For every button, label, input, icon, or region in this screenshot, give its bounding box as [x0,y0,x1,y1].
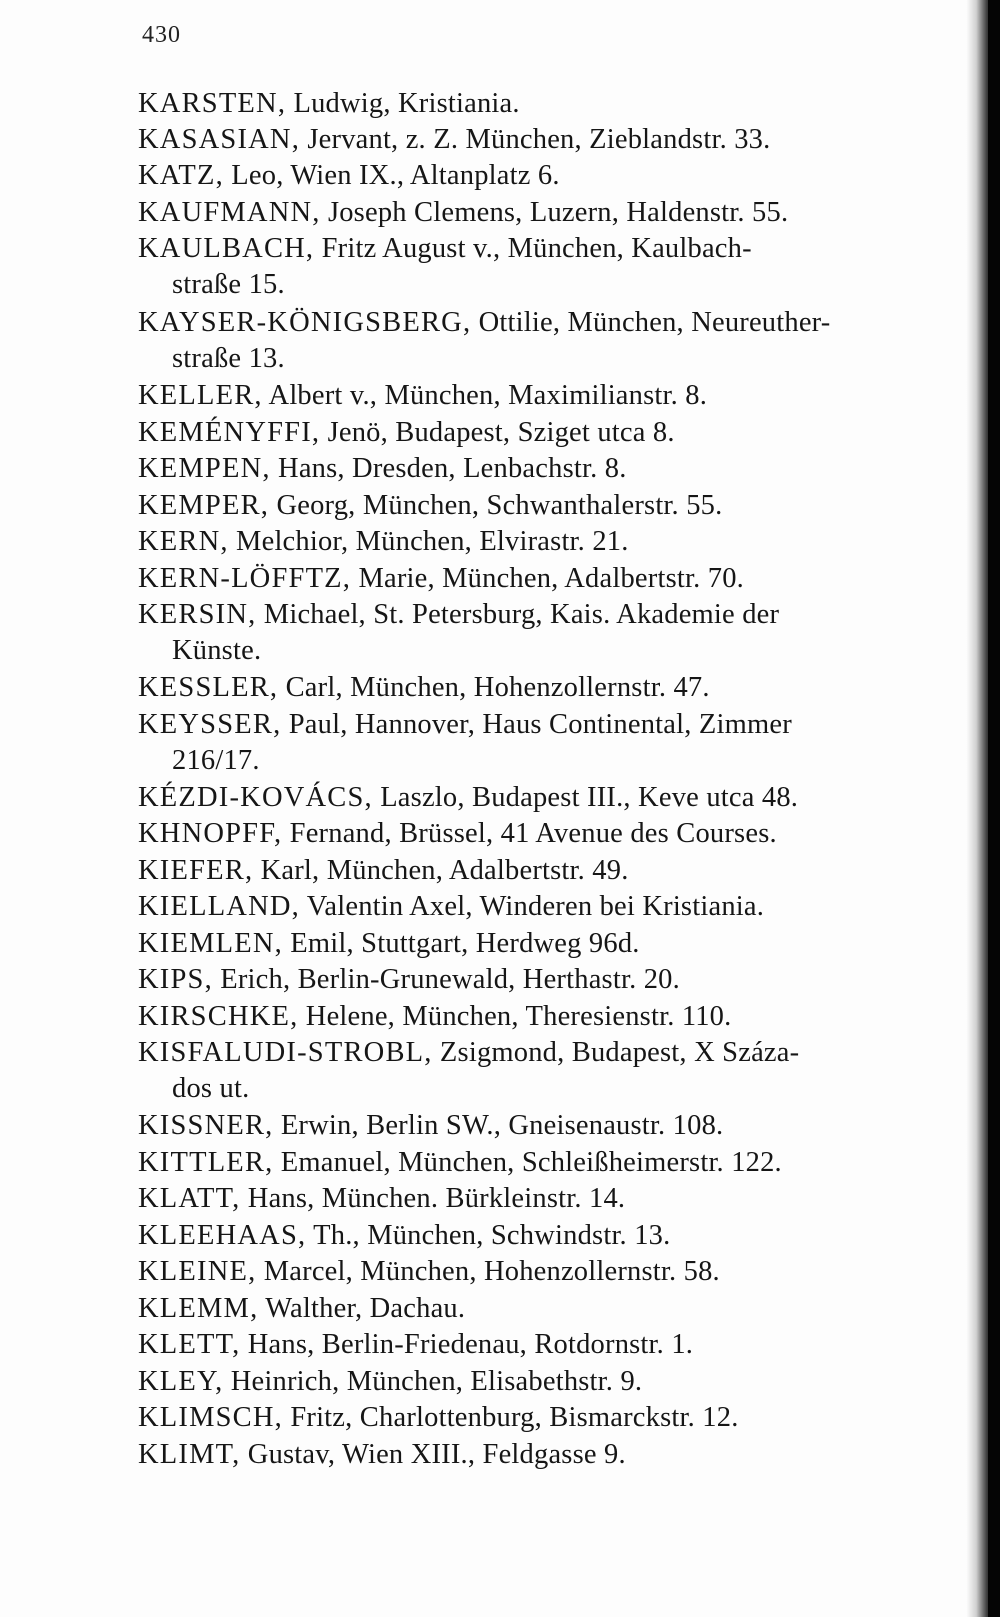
list-item [138,1437,938,1473]
entry-details: Erwin, Berlin SW., Gneisenaustr. 108. [280,1110,724,1141]
list-item [138,86,938,122]
page-number: 430 [142,22,181,48]
list-item [138,999,938,1035]
entry-name: KIELLAND, [138,891,300,922]
list-item [138,780,938,816]
entry-details: Paul, Hannover, Haus Continental, Zimmer [288,709,792,740]
entry-name: KLIMSCH, [138,1402,283,1433]
entry-details: Th., München, Schwindstr. 13. [313,1220,671,1251]
list-item [138,305,938,377]
entry-name: KERN-LÖFFTZ, [138,563,352,594]
list-item [138,1254,938,1290]
list-item [138,195,938,231]
entry-continuation: straße 15. [172,269,285,300]
entry-details: Karl, München, Adalbertstr. 49. [260,855,629,886]
list-item [138,1145,938,1181]
list-item [138,561,938,597]
list-item [138,1364,938,1400]
list-item [138,1218,938,1254]
entry-name: KAYSER-KÖNIGSBERG, [138,307,472,338]
entry-name: KAUFMANN, [138,197,321,228]
list-item [138,451,938,487]
entry-name: KHNOPFF, [138,818,283,849]
entry-details: Hans, Berlin-Friedenau, Rotdornstr. 1. [247,1329,694,1360]
entry-details: Ludwig, Kristiania. [293,88,520,119]
list-item [138,853,938,889]
entry-name: KÉZDI-KOVÁCS, [138,782,373,813]
entry-details: Zsigmond, Budapest, X Száza- [439,1037,800,1068]
entry-name: KARSTEN, [138,88,287,119]
entry-details: Emil, Stuttgart, Herdweg 96d. [290,928,640,959]
entry-name: KIEFER, [138,855,254,886]
entry-name: KIEMLEN, [138,928,283,959]
entry-continuation: Künste. [172,635,262,666]
entry-details: Hans, München. Bürkleinstr. 14. [247,1183,626,1214]
entry-name: KITTLER, [138,1147,274,1178]
list-item [138,231,938,303]
entry-details: Walther, Dachau. [265,1293,466,1324]
entry-name: KELLER, [138,380,263,411]
entry-name: KEMÉNYFFI, [138,417,321,448]
entry-details: Carl, München, Hohenzollernstr. 47. [285,672,710,703]
entry-name: KISFALUDI-STROBL, [138,1037,433,1068]
entry-name: KISSNER, [138,1110,274,1141]
entry-details: Marie, München, Adalbertstr. 70. [358,563,744,594]
entry-name: KESSLER, [138,672,279,703]
entry-details: Gustav, Wien XIII., Feldgasse 9. [247,1439,626,1470]
entry-details: Jenö, Budapest, Sziget utca 8. [327,417,675,448]
entry-details: Valentin Axel, Winderen bei Kristiania. [306,891,765,922]
entry-details: Fritz August v., München, Kaulbach- [321,233,752,264]
entry-details: Melchior, München, Elvirastr. 21. [236,526,629,557]
entry-details: Albert v., München, Maximilianstr. 8. [268,380,708,411]
entry-name: KLEINE, [138,1256,257,1287]
list-item [138,378,938,414]
list-item [138,707,938,779]
list-item [138,816,938,852]
list-item [138,158,938,194]
list-item [138,670,938,706]
entry-name: KATZ, [138,160,224,191]
entry-details: Heinrich, München, Elisabethstr. 9. [230,1366,643,1397]
entry-name: KLIMT, [138,1439,241,1470]
entry-details: Helene, München, Theresienstr. 110. [305,1001,732,1032]
entry-details: Erich, Berlin-Grunewald, Herthastr. 20. [220,964,680,995]
entry-name: KLEEHAAS, [138,1220,307,1251]
entry-name: KLETT, [138,1329,241,1360]
entry-details: Georg, München, Schwanthalerstr. 55. [276,490,723,521]
entry-name: KERN, [138,526,229,557]
entry-details: Fritz, Charlottenburg, Bismarckstr. 12. [290,1402,739,1433]
entry-details: Hans, Dresden, Lenbachstr. 8. [278,453,627,484]
entry-name: KLEMM, [138,1293,259,1324]
list-item [138,524,938,560]
list-item [138,597,938,669]
entry-details: Michael, St. Petersburg, Kais. Akademie der [263,599,780,630]
list-item [138,1108,938,1144]
entry-details: Marcel, München, Hohenzollernstr. 58. [263,1256,720,1287]
entry-name: KIPS, [138,964,213,995]
entry-name: KIRSCHKE, [138,1001,299,1032]
list-item [138,889,938,925]
entry-name: KAULBACH, [138,233,315,264]
entry-details: Fernand, Brüssel, 41 Avenue des Courses. [289,818,777,849]
entry-details: Joseph Clemens, Luzern, Haldenstr. 55. [327,197,789,228]
entry-details: Leo, Wien IX., Altanplatz 6. [231,160,560,191]
entry-continuation: straße 13. [172,343,285,374]
entry-continuation: dos ut. [172,1073,250,1104]
entry-name: KASASIAN, [138,124,301,155]
list-item [138,1181,938,1217]
entry-name: KEYSSER, [138,709,282,740]
entry-details: Laszlo, Budapest III., Keve utca 48. [380,782,799,813]
entry-continuation: 216/17. [172,745,260,776]
binding-edge [988,0,1000,1617]
entry-name: KLATT, [138,1183,241,1214]
list-item [138,415,938,451]
list-item [138,1035,938,1107]
entry-name: KLEY, [138,1366,224,1397]
list-item [138,1327,938,1363]
list-item [138,1400,938,1436]
list-item [138,122,938,158]
entry-name: KEMPER, [138,490,270,521]
entry-details: Emanuel, München, Schleißheimerstr. 122. [280,1147,782,1178]
entry-name: KEMPEN, [138,453,271,484]
list-item [138,962,938,998]
entry-details: Jervant, z. Z. München, Zieblandstr. 33. [307,124,771,155]
list-item [138,1291,938,1327]
list-item [138,488,938,524]
entry-name: KERSIN, [138,599,257,630]
list-item [138,926,938,962]
entry-details: Ottilie, München, Neureuther- [478,307,831,338]
